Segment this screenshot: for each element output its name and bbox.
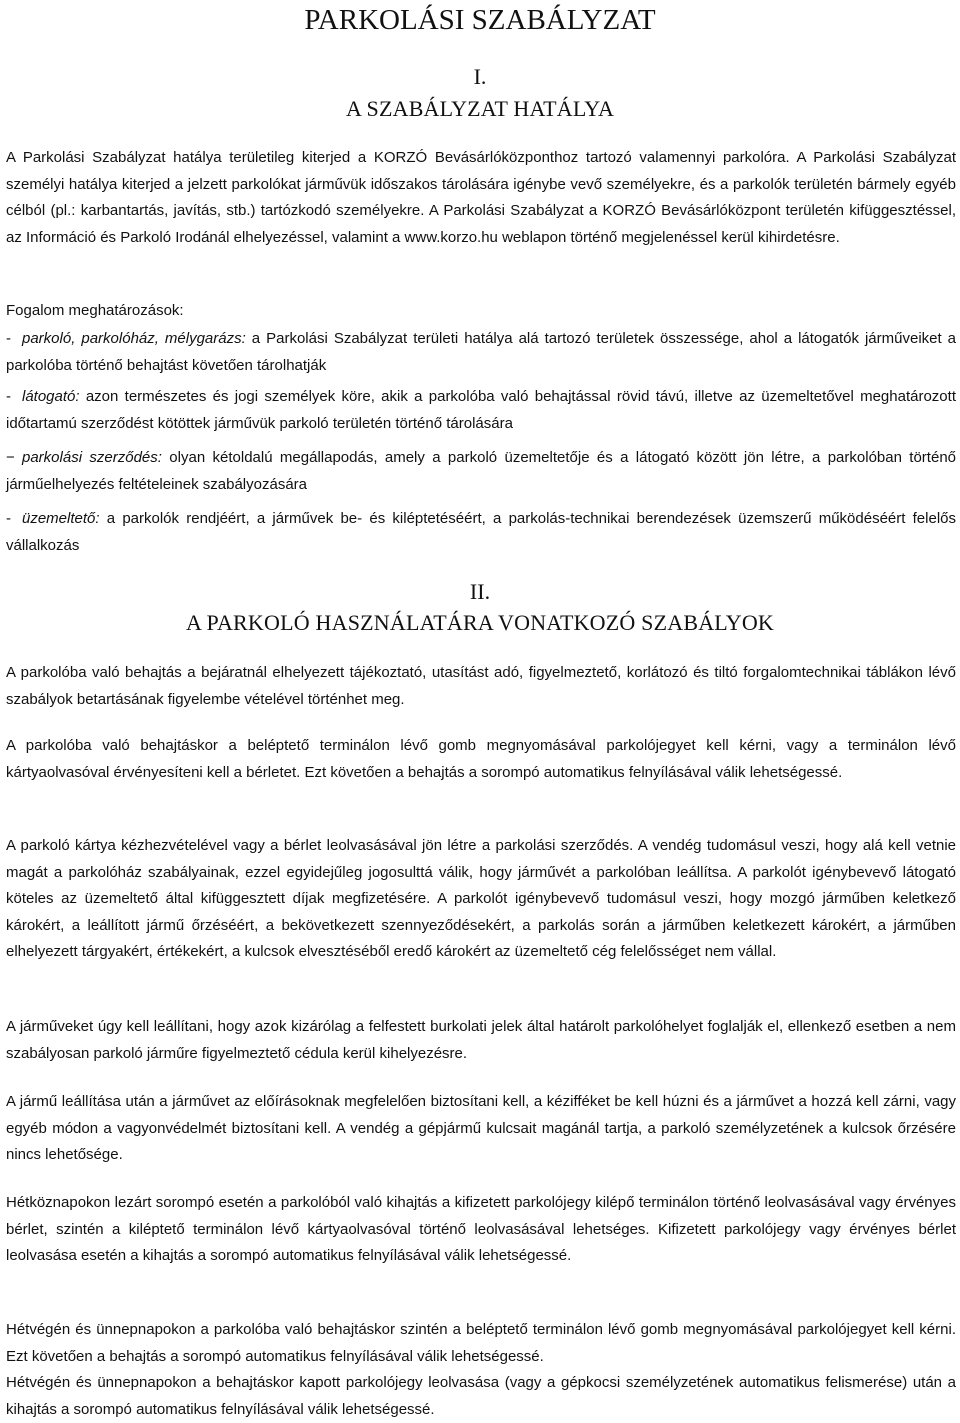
section-1-heading: A SZABÁLYZAT HATÁLYA: [345, 96, 615, 121]
dash-marker: ‑: [6, 388, 11, 405]
dash-marker: −: [6, 449, 15, 466]
definition-term: parkoló, parkolóház, mélygarázs:: [22, 330, 246, 347]
section-2-paragraph: A parkolóba való behajtáskor a beléptető terminálon lévő gomb megnyomásával parkolójegyet kell kérni, vagy a terminálon lévő kártyaolvasóval érvényesíteni kell a bérletet. Ezt követően a behajtás a sorompó automatikus felnyílásával válik lehetségessé.: [6, 737, 956, 781]
definition-text: azon természetes és jogi személyek köre, akik a parkolóba való behajtással rövid távú, illetve az üzemeltetővel meghatározott időtartamú szerződést kötöttek járművük parkoló területén történő tárolására: [6, 388, 956, 432]
definition-text: a Parkolási Szabályzat területi hatálya alá tartozó területek összessége, ahol a látogatók járműveiket a parkolóba történő behajtást követően tárolhatják: [6, 330, 957, 374]
section-1-number: I.: [473, 64, 487, 89]
definition-parkolo: [6, 326, 956, 379]
dash-marker: ‑: [6, 330, 11, 347]
section-2-paragraph: A jármű leállítása után a járművet az előírásoknak megfelelően biztosítani kell, a kézifféket be kell húzni és a járművet a hozzá kell zárni, vagy egyéb módon a vagyonvédelmét biztosítani kell. A vendég a gépjármű kulcsait magánál tartja, a parkoló személyzetének a kulcsok őrzésére nincs lehetősége.: [6, 1093, 956, 1163]
definition-term: üzemeltető:: [22, 510, 100, 527]
dash-marker: ‑: [6, 510, 11, 527]
definition-parkolasi-szerzodes: [6, 445, 956, 498]
definition-term: látogató:: [22, 388, 80, 405]
definitions-label: Fogalom meghatározások:: [6, 302, 184, 319]
section-1-intro: A Parkolási Szabályzat hatálya területileg kiterjed a KORZÓ Bevásárlóközponthoz tartozó valamennyi parkolóra. A Parkolási Szabályzat személyi hatálya kiterjed a jelzett parkolókat járművük időszakos tárolására igénybe vevő személyekre, és a parkolók területén bármely egyéb célból (pl.: karbantartás, javítás, stb.) tartózkodó személyekre. A Parkolási Szabályzat a KORZÓ Bevásárlóközpont területén kifüggesztéssel, az Információ és Parkoló Irodánál elhelyezéssel, valamint a www.korzo.hu weblapon történő megjelenéssel kerül kihirdetésre.: [6, 149, 956, 246]
section-2-paragraph: Hétvégén és ünnepnapokon a behajtáskor kapott parkolójegy leolvasása (vagy a gépkocsi személyzetének automatikus felismerése) után a kihajtás a sorompó automatikus felnyílásával válik lehetségessé.: [6, 1374, 956, 1418]
section-2-paragraph: A járműveket úgy kell leállítani, hogy azok kizárólag a felfestett burkolati jelek által határolt parkolóhelyet foglalják el, ellenkező esetben a nem szabályosan parkoló járműre figyelmeztető cédula kerül kihelyezésre.: [6, 1018, 956, 1062]
definition-latogato: [6, 384, 956, 437]
definition-text: olyan kétoldalú megállapodás, amely a parkoló üzemeltetője és a látogató között jön létre, a parkolóban történő járműelhelyezés feltételeinek szabályozására: [6, 449, 957, 493]
section-2-paragraph: A parkoló kártya kézhezvételével vagy a bérlet leolvasásával jön létre a parkolási szerződés. A vendég tudomásul veszi, hogy alá kell vetnie magát a parkolóház szabályainak, ezzel egyidejűleg jogosulttá válik, hogy járművét a parkolóban leállítsa. A parkolót igénybevevő látogató köteles az üzemeltető által kifüggesztett díjak megfizetésére. A parkolót igénybevevő tudomásul veszi, hogy mozgó járműben keletkező károkért, a leállított jármű őrzéséért, a bekövetkezett szennyeződésekért, a parkolás során a járműben keletkezett károkért, a járműben elhelyezett tárgyakért, értékekért, a kulcsok elvesztéséből eredő károkért az üzemeltető cég felelősséget nem vállal.: [6, 837, 956, 960]
section-2-paragraph: Hétköznapokon lezárt sorompó esetén a parkolóból való kihajtás a kifizetett parkolójegy kilépő terminálon történő leolvasásával vagy érvényes bérlet, szintén a kiléptető terminálon lévő kártyaolvasóval történő leolvasásával lehetséges. Kifizetett parkolójegy vagy érvényes bérlet leolvasása esetén a kihajtás a sorompó automatikus felnyílásával válik lehetségessé.: [6, 1194, 956, 1264]
section-2-number: II.: [469, 579, 491, 604]
section-2-paragraph: A parkolóba való behajtás a bejáratnál elhelyezett tájékoztató, utasítást adó, figyelmeztető, korlátozó és tiltó forgalomtechnikai táblákon lévő szabályok betartásának figyelembe vételével történhet meg.: [6, 664, 956, 708]
definition-text: a parkolók rendjéért, a járművek be- és kiléptetéséért, a parkolás-technikai berendezések üzemszerű működéséért felelős vállalkozás: [6, 510, 956, 554]
section-2-paragraph: Hétvégén és ünnepnapokon a parkolóba való behajtáskor szintén a beléptető terminálon lévő gomb megnyomásával parkolójegyet kell kérni. Ezt követően a behajtás a sorompó automatikus felnyílásával válik lehetségessé.: [6, 1321, 956, 1365]
page-title: PARKOLÁSI SZABÁLYZAT: [304, 4, 656, 36]
section-2-heading: A PARKOLÓ HASZNÁLATÁRA VONATKOZÓ SZABÁLYOK: [185, 610, 775, 635]
definition-term: parkolási szerződés:: [22, 449, 162, 466]
definition-uzemelteto: [6, 506, 956, 559]
